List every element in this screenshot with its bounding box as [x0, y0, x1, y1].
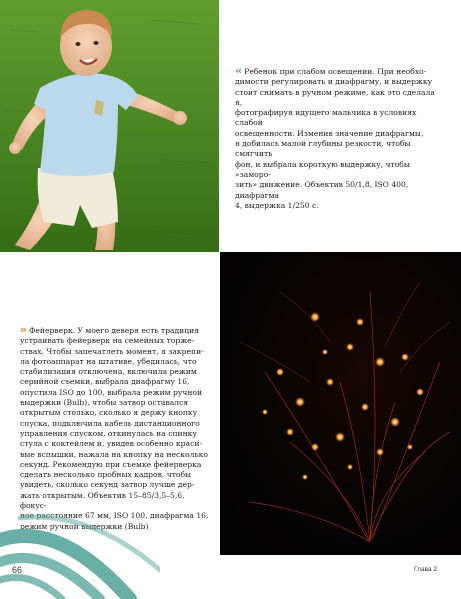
- caption-child-photo: [235, 66, 440, 211]
- caption-fireworks-text: Фейерверк. У моего деверя есть традиция устраивать фейерверк на семейных торже- ствах. Чтобы запечатлеть момент, я закрепи- ла фотоаппарат на штативе, убедилась, что стабилизация отключена, включила режим серийной съемки, выбрала диафрагму 16, опустила ISO до 100, выбрала режим ручной выдержки (Bulb), чтобы затвор оставался открытым столько, сколько я держу кнопку спуска, подключила кабель дистанционного управления спуском, откинулась на спинку стула с коктейлем и, увидев особенно краси- вые вспышки, нажала на кнопку на несколько секунд. Рекомендую при съемке фейерверка сделать несколько пробных кадров, чтобы увидеть, сколько секунд затвор лучше дер- жать открытым. Объектив 15–85/3,5–5,6, фокус- ное расстояние 67 мм, ISO 100, диафрагма 16, режим ручной выдержки (Bulb): [20, 326, 209, 531]
- fireworks-illustration: [220, 252, 461, 555]
- caption-marker-left-icon: «: [235, 64, 243, 77]
- decorative-swirl: [0, 500, 160, 599]
- photo-fireworks: [220, 252, 461, 555]
- chapter-label: Глава 2: [414, 566, 437, 573]
- running-child-illustration: [0, 0, 219, 252]
- caption-child-text: Ребенок при слабом освещении. При необхо- димости регулировать и диафрагму, и выдержку стоит снимать в ручном режиме, как это сделала я, фотографируя идущего мальчика в условиях слабой освещенности. Изменив значение диафрагмы, я добилась малой глубины резкости, чтобы смягчить фон, и выбрала короткую выдержку, чтобы «заморо- зить» движение. Объектив 50/1,8, ISO 400, диафрагма 4, выдержка 1/250 с.: [235, 67, 435, 210]
- page-number: 66: [12, 565, 23, 575]
- photo-running-child: [0, 0, 219, 252]
- caption-marker-right-icon: »: [20, 323, 28, 336]
